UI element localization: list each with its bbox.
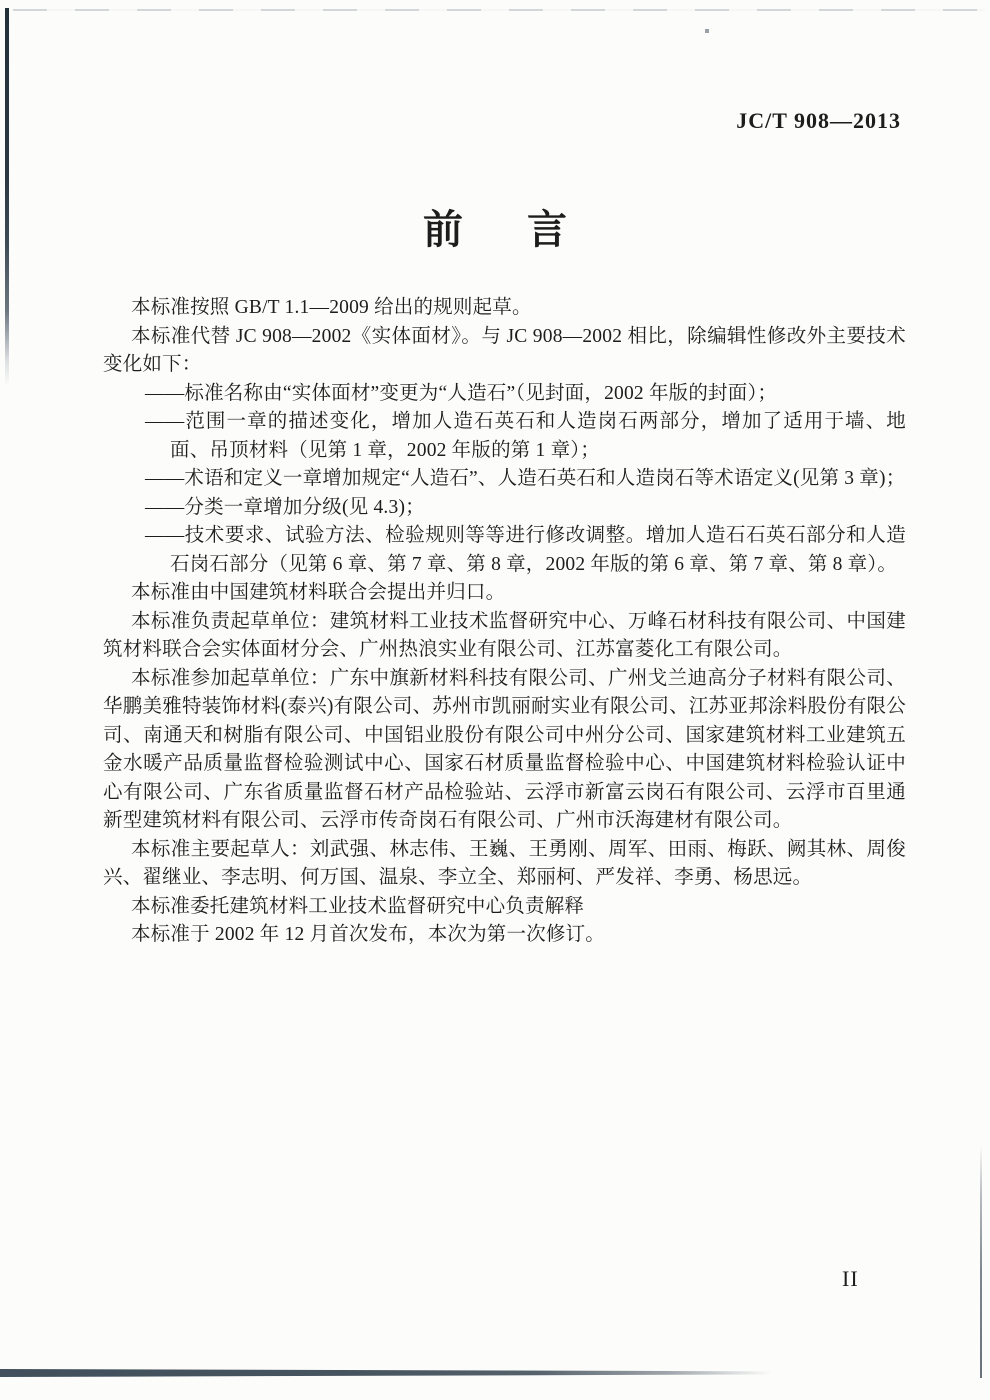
paragraph-main-drafters: 本标准主要起草人：刘武强、林志伟、王巍、王勇刚、周军、田雨、梅跃、阙其林、周俊兴、翟继业、李志明、何万国、温泉、李立全、郑丽柯、严发祥、李勇、杨思远。	[103, 838, 906, 888]
paragraph-participating-orgs: 本标准参加起草单位：广东中旗新材料科技有限公司、广州戈兰迪高分子材料有限公司、华鹏美雅特装饰材料(泰兴)有限公司、苏州市凯丽耐实业有限公司、江苏亚邦涂料股份有限公司、南通天和树脂有限公司、中国铝业股份有限公司中州分公司、国家建筑材料工业建筑五金水暖产品质量监督检验测试中心、国家石材质量监督检验中心、中国建筑材料检验认证中心有限公司、广东省质量监督石材产品检验站、云浮市新富云岗石有限公司、云浮市百里通新型建筑材料有限公司、云浮市传奇岗石有限公司、广州市沃海建材有限公司。	[103, 667, 906, 831]
paragraph-replaces-standard: 本标准代替 JC 908—2002《实体面材》。与 JC 908—2002 相比，除编辑性修改外主要技术变化如下：	[103, 325, 906, 375]
bullet-item-scope-change: ——范围一章的描述变化，增加人造石英石和人造岗石两部分，增加了适用于墙、地面、吊顶材料（见第 1 章，2002 年版的第 1 章）；	[145, 411, 906, 461]
page-number: II	[842, 1266, 859, 1291]
page-title-char-right: 言	[527, 207, 567, 252]
paragraph-interpretation: 本标准委托建筑材料工业技术监督研究中心负责解释	[131, 895, 585, 917]
bullet-item-terms-change: ——术语和定义一章增加规定“人造石”、人造石英石和人造岗石等术语定义(见第 3 章)；	[145, 468, 906, 489]
page-title-char-left: 前	[423, 207, 463, 252]
scan-edge-bottom-artifact	[0, 1369, 788, 1377]
scan-edge-right-artifact	[980, 1145, 982, 1378]
bullet-item-requirements: ——技术要求、试验方法、检验规则等等进行修改调整。增加人造石石英石部分和人造石岗石部分（见第 6 章、第 7 章、第 8 章，2002 年版的第 6 章、第 7 章、第 8 章）。	[145, 525, 906, 575]
scan-edge-left-artifact	[5, 8, 9, 386]
foreword-body	[103, 294, 906, 950]
scan-edge-top-artifact	[13, 9, 985, 11]
paragraph-publication-history: 本标准于 2002 年 12 月首次发布，本次为第一次修订。	[131, 924, 606, 945]
bullet-item-classification: ——分类一章增加分级(见 4.3)；	[145, 496, 425, 518]
paragraph-rules-basis: 本标准按照 GB/T 1.1—2009 给出的规则起草。	[131, 297, 532, 318]
standard-code: JC/T 908—2013	[736, 108, 901, 133]
paragraph-chief-drafters-org: 本标准负责起草单位：建筑材料工业技术监督研究中心、万峰石材科技有限公司、中国建筑材料联合会实体面材分会、广州热浪实业有限公司、江苏富菱化工有限公司。	[103, 610, 906, 660]
page-title	[0, 198, 990, 255]
paragraph-proposed-by: 本标准由中国建筑材料联合会提出并归口。	[131, 582, 506, 603]
scan-speck-artifact	[705, 29, 709, 33]
bullet-item-name-change: ——标准名称由“实体面材”变更为“人造石”（见封面，2002 年版的封面）；	[145, 382, 778, 404]
